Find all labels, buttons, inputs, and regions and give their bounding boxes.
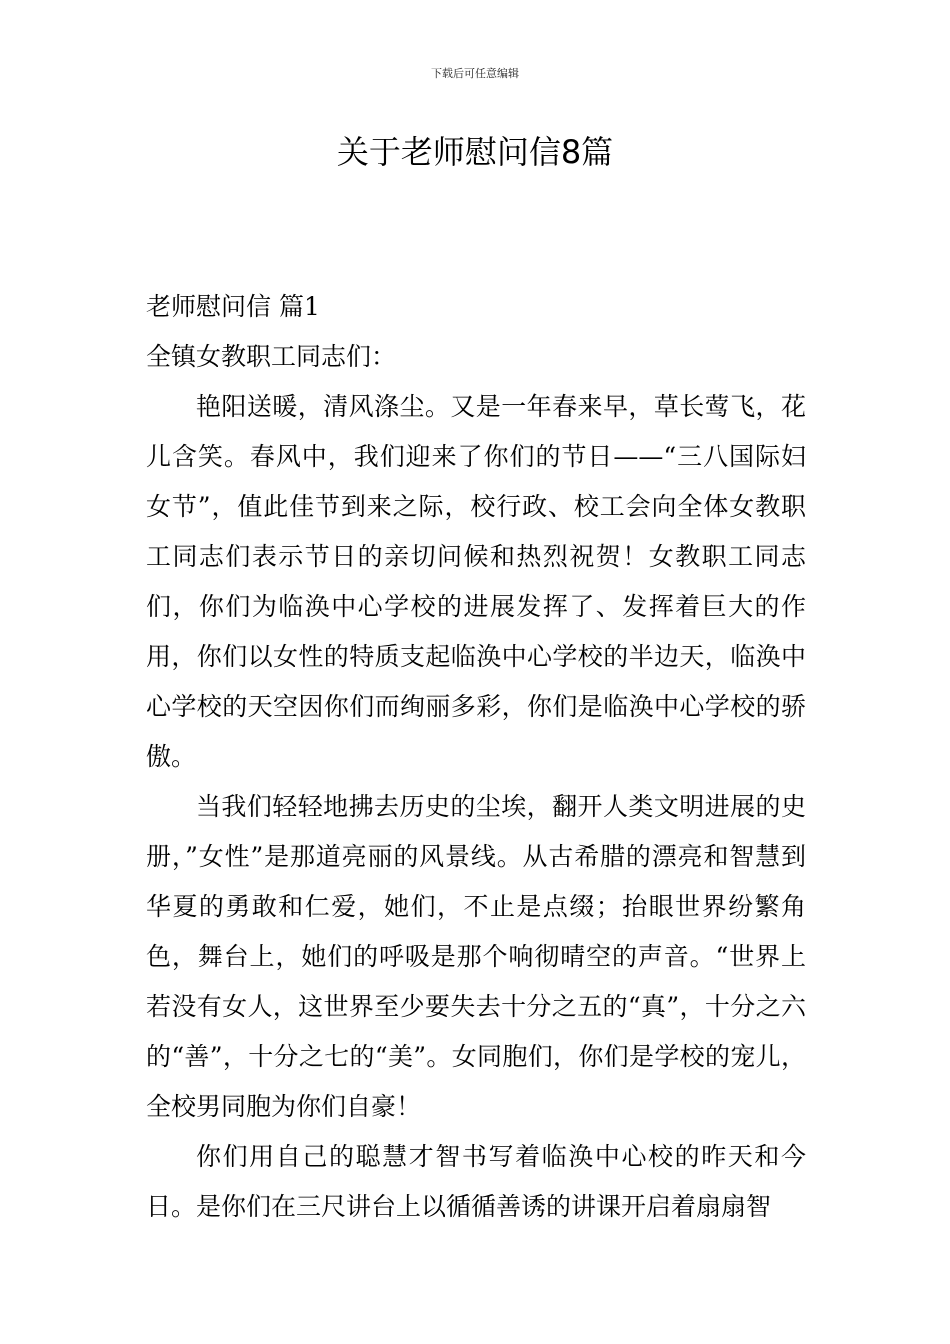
document-title: 关于老师慰问信8篇 xyxy=(336,133,614,171)
paragraph-3: 你们用自己的聪慧才智书写着临涣中心校的昨天和今日。是你们在三尺讲台上以循循善诱的讲课开启着扇扇智 xyxy=(146,1142,806,1221)
paragraph-2: 当我们轻轻地拂去历史的尘埃，翻开人类文明进展的史册，”女性”是那道亮丽的风景线。从古希腊的漂亮和智慧到华夏的勇敢和仁爱，她们，不止是点缀；抬眼世界纷繁角色，舞台上，她们的呼吸是那个响彻晴空的声音。“世界上若没有女人，这世界至少要失去十分之五的“真”，十分之六的“善”，十分之七的“美”。女同胞们，你们是学校的宠儿，全校男同胞为你们自豪！ xyxy=(146,792,806,1121)
document-body xyxy=(146,282,806,1232)
header-note: 下载后可任意编辑 xyxy=(431,67,519,80)
section-heading: 老师慰问信 篇1 xyxy=(146,292,320,321)
paragraph-1: 艳阳送暖，清风涤尘。又是一年春来早，草长莺飞，花儿含笑。春风中，我们迎来了你们的节日——“三八国际妇女节”，值此佳节到来之际，校行政、校工会向全体女教职工同志们表示节日的亲切问候和热烈祝贺！女教职工同志们，你们为临涣中心学校的进展发挥了、发挥着巨大的作用，你们以女性的特质支起临涣中心学校的半边天，临涣中心学校的天空因你们而绚丽多彩，你们是临涣中心学校的骄傲。 xyxy=(146,392,806,771)
salutation: 全镇女教职工同志们： xyxy=(146,342,397,371)
